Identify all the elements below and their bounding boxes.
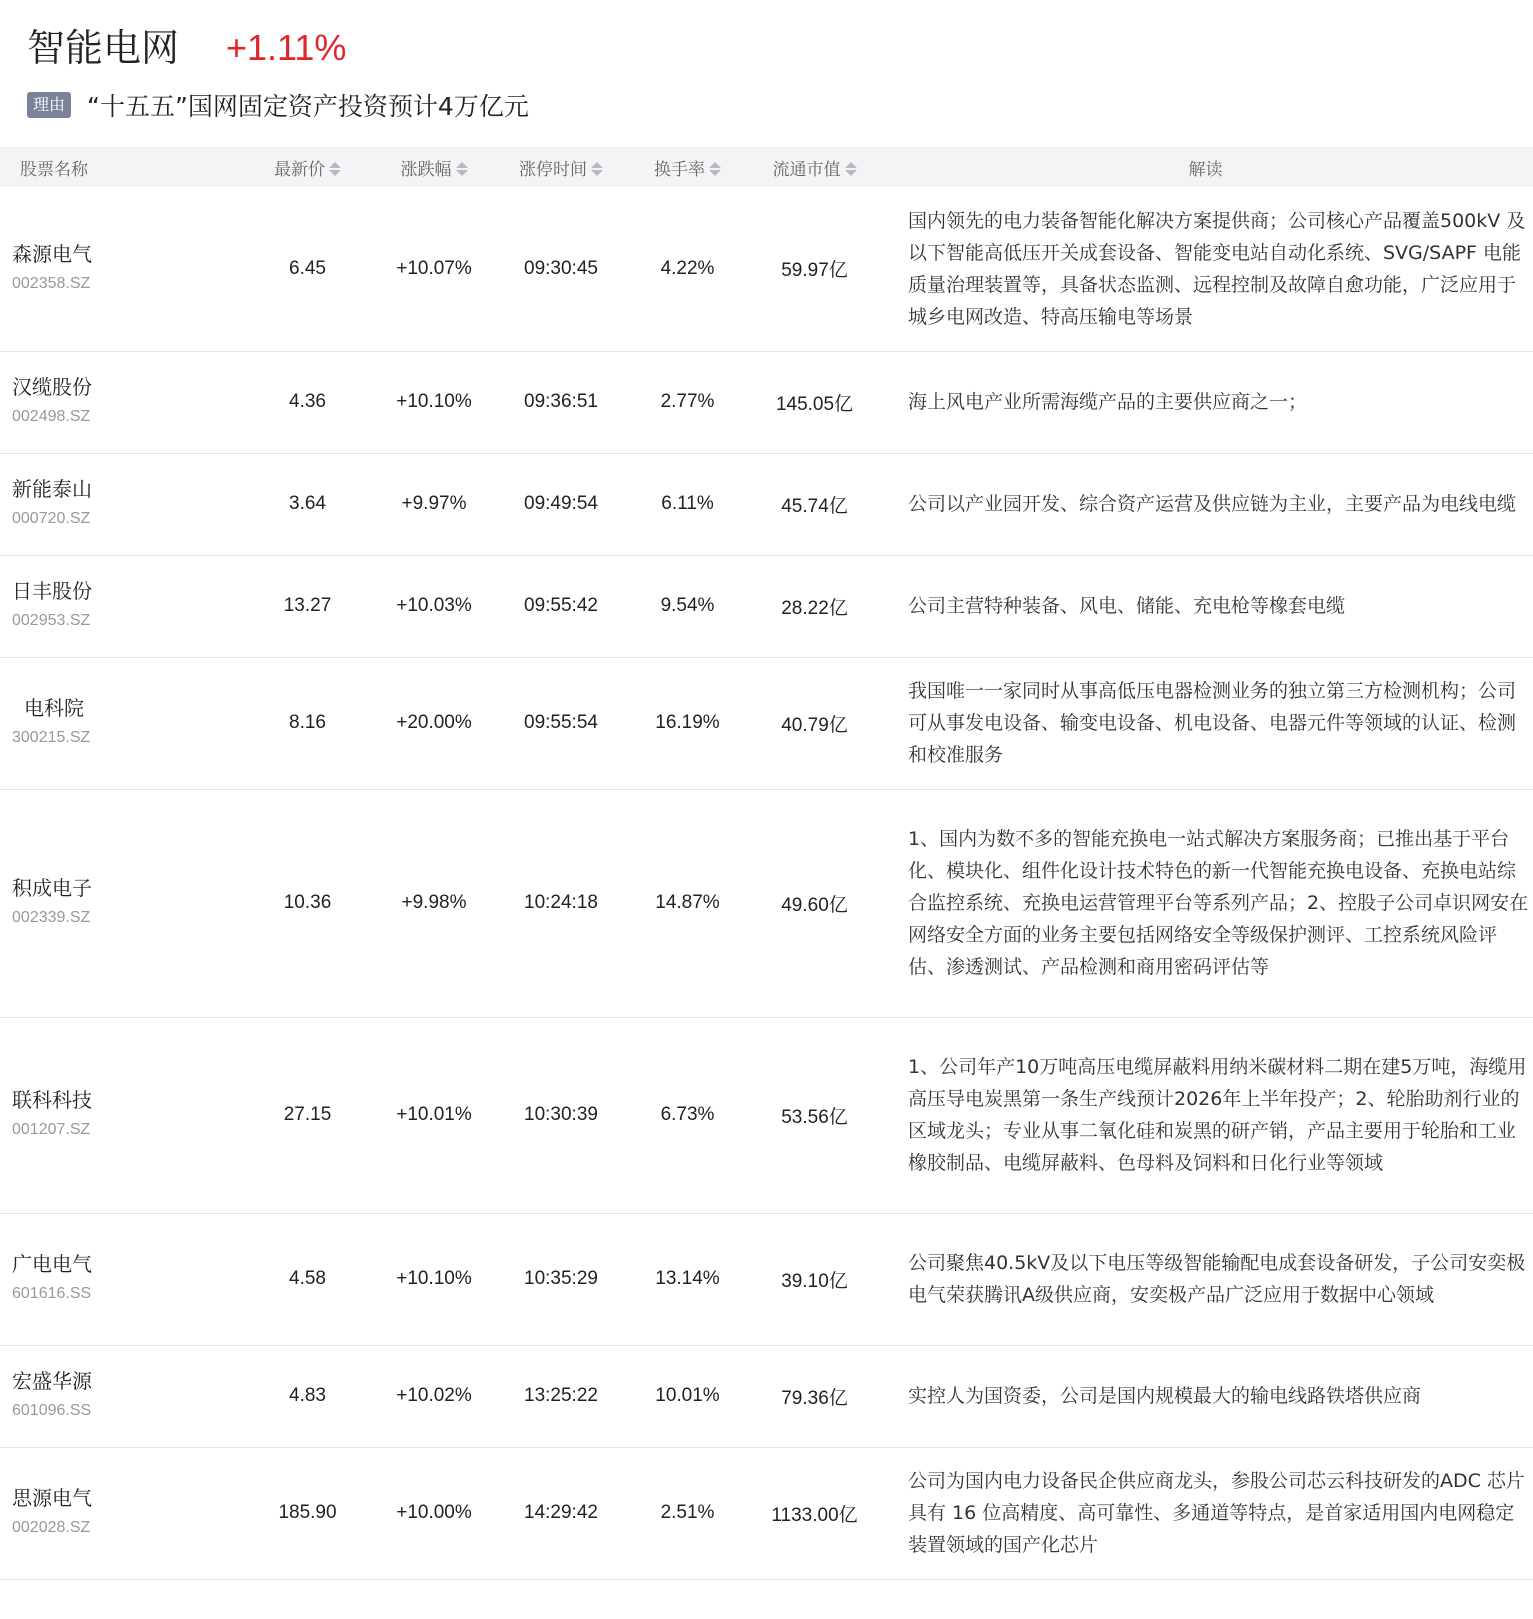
- stock-code: 002358.SZ: [12, 274, 91, 292]
- col-header-turnover[interactable]: 换手率: [624, 147, 751, 187]
- limit-time-cell: 09:49:54: [524, 493, 598, 514]
- desc-cell: 1、国内为数不多的智能充换电一站式解决方案服务商；已推出基于平台化、模块化、组件化设计技术特色的新一代智能充换电设备、充换电站综合监控系统、充换电运营管理平台等系列产品；2、控股子公司卓识网安在网络安全方面的业务主要包括网络安全等级保护测评、工控系统风险评估、渗透测试、产品检测和商用密码评估等: [908, 828, 1529, 978]
- table-row[interactable]: [0, 555, 1533, 657]
- price-cell: 4.36: [289, 391, 326, 412]
- change-cell: +20.00%: [396, 712, 472, 733]
- price-cell: 185.90: [278, 1502, 337, 1523]
- turnover-cell: 2.51%: [660, 1502, 715, 1523]
- turnover-cell: 10.01%: [655, 1385, 720, 1406]
- stock-name[interactable]: 思源电气: [12, 1486, 92, 1510]
- market-cap-cell: 79.36亿: [781, 1387, 848, 1409]
- sort-updown-icon[interactable]: [591, 161, 603, 177]
- change-cell: +9.97%: [401, 493, 467, 514]
- change-cell: +10.10%: [396, 391, 472, 412]
- price-cell: 6.45: [289, 257, 326, 279]
- table-row[interactable]: [0, 1017, 1533, 1213]
- sector-header: [0, 0, 1533, 147]
- desc-cell: 公司聚焦40.5kV及以下电压等级智能输配电成套设备研发，子公司安奕极电气荣获腾讯A级供应商，安奕极产品广泛应用于数据中心领域: [908, 1252, 1526, 1306]
- change-cell: +10.10%: [396, 1268, 472, 1289]
- market-cap-cell: 49.60亿: [781, 894, 848, 916]
- stock-cell[interactable]: [0, 1345, 245, 1447]
- stock-cell[interactable]: [0, 555, 245, 657]
- stock-name[interactable]: 日丰股份: [12, 579, 92, 603]
- stock-code: 601096.SS: [12, 1402, 92, 1419]
- stock-name[interactable]: 广电电气: [12, 1252, 92, 1276]
- col-header-desc: 解读: [1188, 159, 1223, 180]
- limit-time-cell: 09:36:51: [524, 391, 598, 412]
- stock-code: 300215.SZ: [12, 729, 91, 746]
- stock-code: 000720.SZ: [12, 510, 91, 527]
- desc-cell: 实控人为国资委，公司是国内规模最大的输电线路铁塔供应商: [908, 1385, 1422, 1407]
- desc-cell: 公司主营特种装备、风电、储能、充电枪等橡套电缆: [908, 595, 1346, 617]
- price-cell: 4.58: [289, 1268, 326, 1289]
- market-cap-cell: 59.97亿: [781, 260, 848, 282]
- market-cap-cell: 45.74亿: [781, 495, 848, 517]
- table-row[interactable]: [0, 1213, 1533, 1345]
- table-row[interactable]: [0, 187, 1533, 351]
- limit-time-cell: 10:30:39: [524, 1104, 598, 1125]
- market-cap-cell: 1133.00亿: [771, 1504, 858, 1526]
- limit-time-cell: 14:29:42: [524, 1502, 598, 1523]
- table-row[interactable]: [0, 789, 1533, 1017]
- sector-change: +1.11%: [226, 27, 347, 68]
- stock-cell[interactable]: [0, 789, 245, 1017]
- stock-code: 002028.SZ: [12, 1519, 91, 1536]
- turnover-cell: 9.54%: [660, 595, 715, 616]
- stock-code: 001207.SZ: [12, 1121, 91, 1138]
- limit-time-cell: 09:55:42: [524, 595, 598, 616]
- stock-code: 002339.SZ: [12, 909, 91, 926]
- stock-code: 002953.SZ: [12, 612, 91, 629]
- col-header-name: 股票名称: [20, 159, 88, 180]
- market-cap-cell: 145.05亿: [775, 393, 854, 415]
- reason-row: [27, 88, 529, 122]
- stock-name[interactable]: 积成电子: [12, 876, 92, 900]
- turnover-cell: 13.14%: [655, 1268, 720, 1289]
- stock-name[interactable]: 宏盛华源: [12, 1369, 92, 1393]
- change-cell: +10.03%: [396, 595, 472, 616]
- desc-cell: 我国唯一一家同时从事高低压电器检测业务的独立第三方检测机构；公司可从事发电设备、输变电设备、机电设备、电器元件等领域的认证、检测和校准服务: [908, 680, 1517, 766]
- col-header-limit-time[interactable]: 涨停时间: [498, 147, 624, 187]
- table-row[interactable]: [0, 453, 1533, 555]
- desc-cell: 公司为国内电力设备民企供应商龙头，参股公司芯云科技研发的ADC 芯片具有 16 位高精度、高可靠性、多通道等特点，是首家适用国内电网稳定装置领域的国产化芯片: [908, 1470, 1525, 1556]
- price-cell: 8.16: [289, 712, 326, 733]
- stock-cell[interactable]: [0, 351, 245, 453]
- stock-cell[interactable]: [0, 1017, 245, 1213]
- market-cap-cell: 39.10亿: [781, 1270, 848, 1292]
- limit-time-cell: 13:25:22: [524, 1385, 598, 1406]
- turnover-cell: 4.22%: [660, 257, 715, 279]
- col-header-change[interactable]: 涨跌幅: [370, 147, 498, 187]
- stock-cell[interactable]: [0, 657, 245, 789]
- stock-cell[interactable]: [0, 1447, 245, 1579]
- stock-name[interactable]: 电科院: [24, 696, 84, 720]
- market-cap-cell: 53.56亿: [781, 1106, 848, 1128]
- turnover-cell: 14.87%: [655, 892, 720, 913]
- col-header-market-cap[interactable]: 流通市值: [751, 147, 878, 187]
- desc-cell: 海上风电产业所需海缆产品的主要供应商之一；: [908, 391, 1308, 413]
- stock-name[interactable]: 森源电气: [12, 241, 92, 266]
- turnover-cell: 6.73%: [660, 1104, 715, 1125]
- limit-time-cell: 10:35:29: [524, 1268, 598, 1289]
- limit-time-cell: 09:30:45: [524, 257, 598, 279]
- sort-updown-icon[interactable]: [456, 161, 468, 177]
- turnover-cell: 16.19%: [655, 712, 720, 733]
- market-cap-cell: 28.22亿: [781, 597, 848, 619]
- change-cell: +9.98%: [401, 892, 467, 913]
- stock-name[interactable]: 联科科技: [12, 1088, 92, 1112]
- desc-cell: 1、公司年产10万吨高压电缆屏蔽料用纳米碳材料二期在建5万吨，海缆用高压导电炭黑第一条生产线预计2026年上半年投产；2、轮胎助剂行业的区域龙头；专业从事二氧化硅和炭黑的研产销，产品主要用于轮胎和工业橡胶制品、电缆屏蔽料、色母料及饲料和日化行业等领域: [908, 1056, 1527, 1174]
- stock-code: 002498.SZ: [12, 408, 91, 425]
- table-row[interactable]: [0, 657, 1533, 789]
- price-cell: 4.83: [289, 1385, 326, 1406]
- table-row[interactable]: [0, 1345, 1533, 1447]
- stock-cell[interactable]: [0, 453, 245, 555]
- price-cell: 10.36: [283, 892, 332, 913]
- change-cell: +10.02%: [396, 1385, 472, 1406]
- change-cell: +10.01%: [396, 1104, 472, 1125]
- stock-name[interactable]: 汉缆股份: [12, 375, 92, 399]
- stock-code: 601616.SS: [12, 1285, 92, 1302]
- price-cell: 27.15: [283, 1104, 332, 1125]
- turnover-cell: 6.11%: [661, 493, 714, 514]
- market-cap-cell: 40.79亿: [781, 714, 848, 736]
- table-row[interactable]: [0, 1447, 1533, 1579]
- turnover-cell: 2.77%: [660, 391, 715, 412]
- change-cell: +10.07%: [396, 257, 472, 279]
- price-cell: 13.27: [283, 595, 332, 616]
- table-row[interactable]: [0, 351, 1533, 453]
- stock-name[interactable]: 新能泰山: [12, 477, 92, 501]
- table-header-row: [0, 147, 1533, 187]
- price-cell: 3.64: [289, 493, 326, 514]
- desc-cell: 国内领先的电力装备智能化解决方案提供商；公司核心产品覆盖500kV 及以下智能高低压开关成套设备、智能变电站自动化系统、SVG/SAPF 电能质量治理装置等，具备状态监测、远程控制及故障自愈功能，广泛应用于城乡电网改造、特高压输电等场景: [908, 209, 1526, 328]
- col-header-price[interactable]: 最新价: [245, 147, 370, 187]
- sort-updown-icon[interactable]: [709, 161, 721, 177]
- change-cell: +10.00%: [396, 1502, 472, 1523]
- reason-badge: 理由: [27, 92, 71, 118]
- limit-time-cell: 09:55:54: [524, 712, 598, 733]
- stock-cell[interactable]: [0, 1213, 245, 1345]
- limit-time-cell: 10:24:18: [524, 892, 598, 913]
- sort-updown-icon[interactable]: [329, 161, 341, 177]
- sort-updown-icon[interactable]: [845, 161, 857, 177]
- sector-name: 智能电网: [27, 26, 180, 70]
- stock-cell[interactable]: [0, 187, 245, 351]
- reason-text: “十五五”国网固定资产投资预计4万亿元: [87, 92, 529, 121]
- desc-cell: 公司以产业园开发、综合资产运营及供应链为主业，主要产品为电线电缆: [908, 493, 1517, 515]
- stock-table: [0, 147, 1533, 1580]
